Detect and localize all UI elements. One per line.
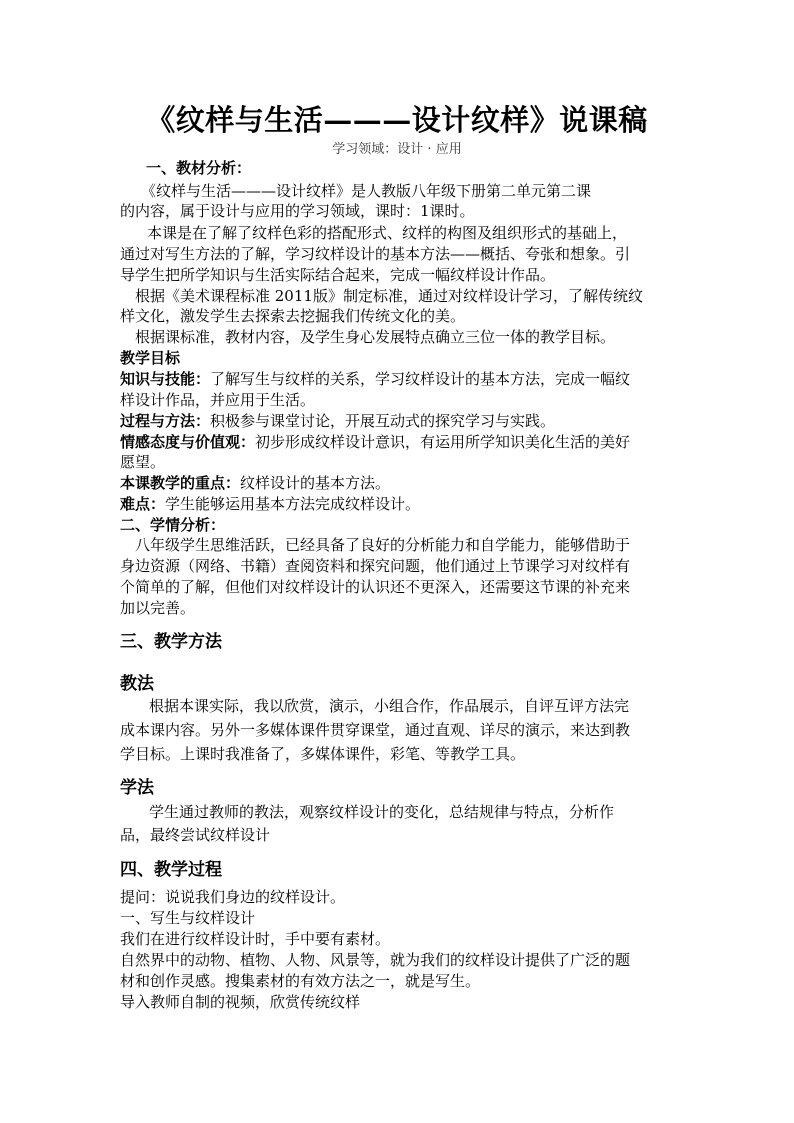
paragraph-line: 的内容，属于设计与应用的学习领域，课时：1课时。 xyxy=(120,202,475,220)
paragraph-line: 样文化，激发学生去探索去挖掘我们传统文化的美。 xyxy=(120,307,466,325)
goal-emotion: 情感态度与价值观：初步形成纹样设计意识，有运用所学知识美化生活的美好 xyxy=(120,433,631,451)
goal-emotion-continued: 愿望。 xyxy=(120,453,166,471)
paragraph-line: 本课是在了解了纹样色彩的搭配形式、纹样的构图及组织形式的基础上， xyxy=(147,224,628,242)
paragraph-line: 提问：说说我们身边的纹样设计。 xyxy=(120,888,346,906)
subheading-learning-method: 学法 xyxy=(120,778,154,798)
section-heading-material-analysis: 一、教材分析： xyxy=(146,159,252,177)
paragraph-line: 学生通过教师的教法，观察纹样设计的变化，总结规律与特点，分析作 xyxy=(149,803,615,821)
goal-process: 过程与方法：积极参与课堂讨论，开展互动式的探究学习与实践。 xyxy=(120,412,556,430)
section-heading-student-analysis: 二、学情分析： xyxy=(120,516,226,534)
paragraph-line: 材和创作灵感。搜集素材的有效方法之一，就是写生。 xyxy=(120,972,481,990)
paragraph-line: 通过对写生方法的了解，学习纹样设计的基本方法——概括、夸张和想象。引 xyxy=(120,245,631,263)
paragraph-line: 个简单的了解，但他们对纹样设计的认识还不更深入，还需要这节课的补充来 xyxy=(120,578,631,596)
paragraph-line: 《纹样与生活———设计纹样》是人教版八年级下册第二单元第二课 xyxy=(141,182,592,200)
document-title: 《纹样与生活———设计纹样》说课稿 xyxy=(146,103,648,137)
paragraph-line: 自然界中的动物、植物、人物、风景等，就为我们的纹样设计提供了广泛的题 xyxy=(120,951,631,969)
paragraph-line: 品，最终尝试纹样设计 xyxy=(120,826,271,844)
paragraph-line: 八年级学生思维活跃，已经具备了良好的分析能力和自学能力，能够借助于 xyxy=(135,536,631,554)
paragraph-line: 成本课内容。另外一多媒体课件贯穿课堂，通过直观、详尽的演示，来达到教 xyxy=(120,721,631,739)
subheading-teaching-method: 教法 xyxy=(120,674,154,694)
paragraph-line: 一、写生与纹样设计 xyxy=(120,909,256,927)
paragraph-line: 学目标。上课时我准备了，多媒体课件，彩笔、等教学工具。 xyxy=(120,745,526,763)
paragraph-line: 加以完善。 xyxy=(120,599,196,617)
section-heading-teaching-methods: 三、教学方法 xyxy=(120,632,222,652)
paragraph-line: 导学生把所学知识与生活实际结合起来，完成一幅纹样设计作品。 xyxy=(120,266,556,284)
difficulty-point: 难点：学生能够运用基本方法完成纹样设计。 xyxy=(120,495,421,513)
paragraph-line: 身边资源（网络、书籍）查阅资料和探究问题，他们通过上节课学习对纹样有 xyxy=(120,557,631,575)
goal-knowledge: 知识与技能：了解写生与纹样的关系，学习纹样设计的基本方法，完成一幅纹 xyxy=(120,370,631,388)
paragraph-line: 根据本课实际，我以欣赏，演示，小组合作，作品展示，自评互评方法完 xyxy=(149,697,630,715)
section-heading-teaching-process: 四、教学过程 xyxy=(120,860,222,880)
paragraph-line: 根据《美术课程标准 2011版》制定标准，通过对纹样设计学习，了解传统纹 xyxy=(135,287,643,305)
paragraph-line: 根据课标准，教材内容，及学生身心发展特点确立三位一体的教学目标。 xyxy=(135,328,616,346)
key-point: 本课教学的重点：纹样设计的基本方法。 xyxy=(120,474,391,492)
goal-knowledge-continued: 样设计作品，并应用于生活。 xyxy=(120,391,316,409)
paragraph-line: 我们在进行纹样设计时，手中要有素材。 xyxy=(120,930,391,948)
paragraph-line: 导入教师自制的视频，欣赏传统纹样 xyxy=(120,993,361,1011)
goals-heading: 教学目标 xyxy=(120,349,181,367)
document-subtitle: 学习领域：设计 · 应用 xyxy=(332,142,462,157)
